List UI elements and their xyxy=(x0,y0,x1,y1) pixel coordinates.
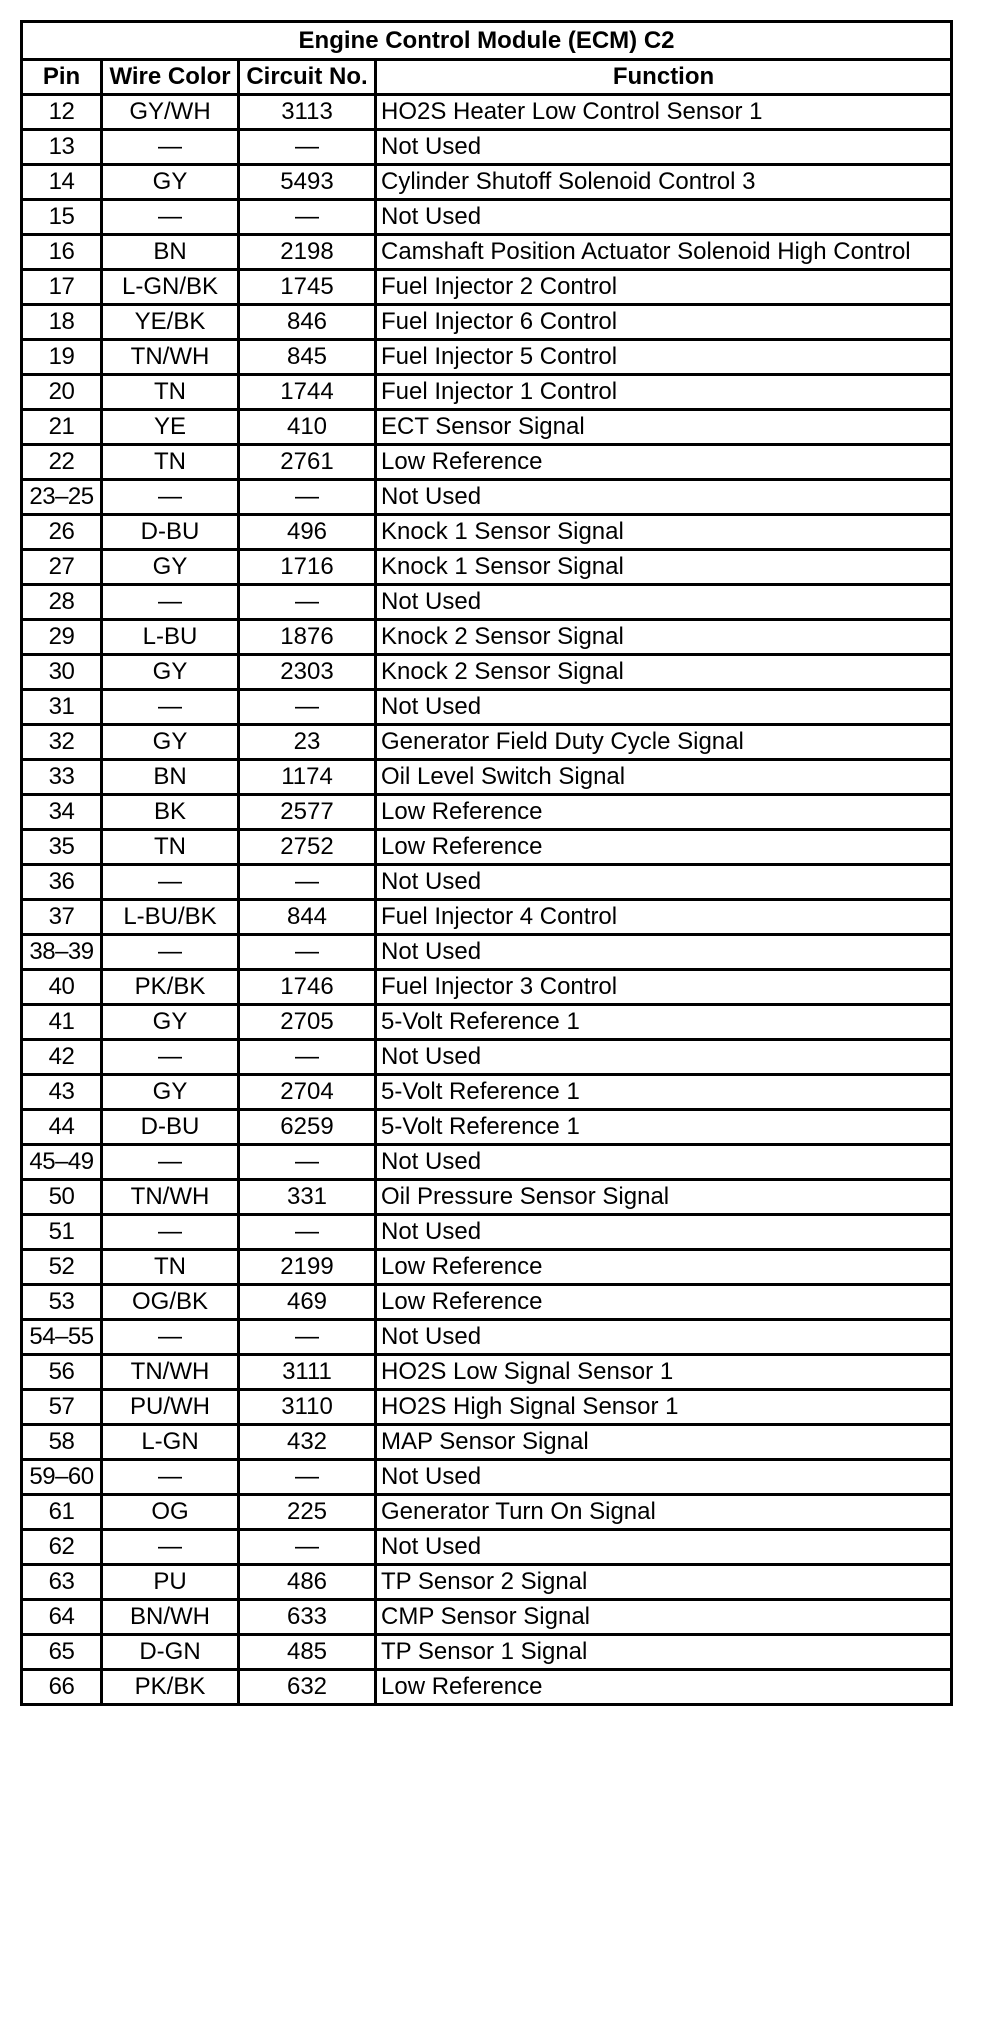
table-row xyxy=(22,165,952,200)
pin-cell: 59–60 xyxy=(22,1460,102,1495)
table-row xyxy=(22,480,952,515)
table-row xyxy=(22,1215,952,1250)
function-cell: Not Used xyxy=(376,200,952,235)
circuit-number-cell: 1745 xyxy=(239,270,376,305)
function-cell: Not Used xyxy=(376,1530,952,1565)
wire-color-cell: TN xyxy=(102,1250,239,1285)
table-row xyxy=(22,1145,952,1180)
circuit-number-cell: — xyxy=(239,690,376,725)
pin-cell: 21 xyxy=(22,410,102,445)
circuit-number-cell: 3110 xyxy=(239,1390,376,1425)
wire-color-cell: GY xyxy=(102,550,239,585)
table-row xyxy=(22,1250,952,1285)
circuit-number-cell: 6259 xyxy=(239,1110,376,1145)
table-row xyxy=(22,1565,952,1600)
function-cell: ECT Sensor Signal xyxy=(376,410,952,445)
function-cell: HO2S High Signal Sensor 1 xyxy=(376,1390,952,1425)
table-row xyxy=(22,200,952,235)
table-row xyxy=(22,1355,952,1390)
circuit-number-cell: — xyxy=(239,480,376,515)
table-row xyxy=(22,130,952,165)
table-row xyxy=(22,760,952,795)
circuit-number-cell: 2577 xyxy=(239,795,376,830)
wire-color-cell: PU xyxy=(102,1565,239,1600)
wire-color-cell: GY/WH xyxy=(102,95,239,130)
function-cell: Not Used xyxy=(376,1040,952,1075)
pin-cell: 41 xyxy=(22,1005,102,1040)
pin-cell: 26 xyxy=(22,515,102,550)
circuit-number-cell: 432 xyxy=(239,1425,376,1460)
wire-color-cell: — xyxy=(102,480,239,515)
table-row xyxy=(22,1670,952,1705)
pin-cell: 42 xyxy=(22,1040,102,1075)
wire-color-cell: BN/WH xyxy=(102,1600,239,1635)
pin-cell: 16 xyxy=(22,235,102,270)
pin-cell: 45–49 xyxy=(22,1145,102,1180)
table-row xyxy=(22,620,952,655)
circuit-number-cell: 2761 xyxy=(239,445,376,480)
function-cell: Not Used xyxy=(376,935,952,970)
circuit-number-cell: 3111 xyxy=(239,1355,376,1390)
pin-cell: 65 xyxy=(22,1635,102,1670)
wire-color-cell: PU/WH xyxy=(102,1390,239,1425)
circuit-number-cell: — xyxy=(239,1320,376,1355)
circuit-number-cell: 23 xyxy=(239,725,376,760)
pin-cell: 31 xyxy=(22,690,102,725)
table-row xyxy=(22,1530,952,1565)
function-cell: Low Reference xyxy=(376,1250,952,1285)
pin-cell: 58 xyxy=(22,1425,102,1460)
circuit-number-cell: — xyxy=(239,130,376,165)
table-body xyxy=(22,95,952,1705)
wire-color-cell: D-BU xyxy=(102,515,239,550)
pin-cell: 63 xyxy=(22,1565,102,1600)
wire-color-cell: — xyxy=(102,865,239,900)
function-cell: Oil Pressure Sensor Signal xyxy=(376,1180,952,1215)
table-row xyxy=(22,235,952,270)
wire-color-cell: L-BU/BK xyxy=(102,900,239,935)
function-cell: Low Reference xyxy=(376,830,952,865)
pin-cell: 50 xyxy=(22,1180,102,1215)
pin-cell: 61 xyxy=(22,1495,102,1530)
wire-color-cell: BN xyxy=(102,235,239,270)
wire-color-cell: L-GN xyxy=(102,1425,239,1460)
circuit-number-cell: 2704 xyxy=(239,1075,376,1110)
pin-cell: 32 xyxy=(22,725,102,760)
wire-color-cell: GY xyxy=(102,655,239,690)
function-cell: TP Sensor 1 Signal xyxy=(376,1635,952,1670)
pin-cell: 51 xyxy=(22,1215,102,1250)
wire-color-cell: — xyxy=(102,130,239,165)
circuit-number-cell: 1876 xyxy=(239,620,376,655)
pin-cell: 64 xyxy=(22,1600,102,1635)
wire-color-cell: — xyxy=(102,1320,239,1355)
table-row xyxy=(22,1425,952,1460)
function-cell: Low Reference xyxy=(376,1285,952,1320)
circuit-number-cell: 846 xyxy=(239,305,376,340)
function-cell: Knock 2 Sensor Signal xyxy=(376,620,952,655)
wire-color-cell: OG/BK xyxy=(102,1285,239,1320)
wire-color-cell: GY xyxy=(102,1075,239,1110)
table-row xyxy=(22,1110,952,1145)
table-header-row xyxy=(22,60,952,95)
wire-color-cell: PK/BK xyxy=(102,970,239,1005)
circuit-number-cell: — xyxy=(239,1040,376,1075)
wire-color-cell: L-GN/BK xyxy=(102,270,239,305)
function-cell: Fuel Injector 3 Control xyxy=(376,970,952,1005)
circuit-number-cell: — xyxy=(239,935,376,970)
wire-color-cell: L-BU xyxy=(102,620,239,655)
circuit-number-cell: 469 xyxy=(239,1285,376,1320)
wire-color-cell: GY xyxy=(102,165,239,200)
function-cell: 5-Volt Reference 1 xyxy=(376,1110,952,1145)
pin-cell: 44 xyxy=(22,1110,102,1145)
pin-cell: 19 xyxy=(22,340,102,375)
wire-color-cell: D-BU xyxy=(102,1110,239,1145)
pin-cell: 43 xyxy=(22,1075,102,1110)
wire-color-cell: — xyxy=(102,1460,239,1495)
circuit-number-cell: 1716 xyxy=(239,550,376,585)
table-row xyxy=(22,305,952,340)
pin-cell: 12 xyxy=(22,95,102,130)
function-cell: Not Used xyxy=(376,480,952,515)
circuit-number-cell: — xyxy=(239,865,376,900)
circuit-number-cell: 844 xyxy=(239,900,376,935)
table-row xyxy=(22,690,952,725)
function-cell: Not Used xyxy=(376,1320,952,1355)
function-cell: Fuel Injector 2 Control xyxy=(376,270,952,305)
circuit-number-cell: 1744 xyxy=(239,375,376,410)
pin-cell: 54–55 xyxy=(22,1320,102,1355)
wire-color-cell: — xyxy=(102,1040,239,1075)
wire-color-cell: D-GN xyxy=(102,1635,239,1670)
wire-color-cell: — xyxy=(102,1530,239,1565)
circuit-number-cell: 485 xyxy=(239,1635,376,1670)
table-row xyxy=(22,375,952,410)
table-row xyxy=(22,340,952,375)
circuit-number-cell: — xyxy=(239,200,376,235)
function-cell: Knock 1 Sensor Signal xyxy=(376,550,952,585)
function-cell: Fuel Injector 5 Control xyxy=(376,340,952,375)
function-cell: Not Used xyxy=(376,1145,952,1180)
function-cell: Not Used xyxy=(376,1215,952,1250)
table-row xyxy=(22,585,952,620)
wire-color-cell: — xyxy=(102,585,239,620)
wire-color-cell: TN xyxy=(102,375,239,410)
function-cell: Camshaft Position Actuator Solenoid High Control xyxy=(376,235,952,270)
pin-cell: 52 xyxy=(22,1250,102,1285)
table-row xyxy=(22,270,952,305)
circuit-number-cell: — xyxy=(239,1460,376,1495)
header-function: Function xyxy=(376,60,952,95)
pin-cell: 40 xyxy=(22,970,102,1005)
table-row xyxy=(22,1495,952,1530)
pin-cell: 17 xyxy=(22,270,102,305)
function-cell: Generator Field Duty Cycle Signal xyxy=(376,725,952,760)
pin-cell: 22 xyxy=(22,445,102,480)
function-cell: HO2S Heater Low Control Sensor 1 xyxy=(376,95,952,130)
pin-cell: 23–25 xyxy=(22,480,102,515)
pin-cell: 29 xyxy=(22,620,102,655)
pin-cell: 20 xyxy=(22,375,102,410)
function-cell: MAP Sensor Signal xyxy=(376,1425,952,1460)
table-title: Engine Control Module (ECM) C2 xyxy=(22,22,952,60)
table-row xyxy=(22,1180,952,1215)
table-row xyxy=(22,795,952,830)
function-cell: HO2S Low Signal Sensor 1 xyxy=(376,1355,952,1390)
wire-color-cell: YE/BK xyxy=(102,305,239,340)
circuit-number-cell: 633 xyxy=(239,1600,376,1635)
header-wire-color: Wire Color xyxy=(102,60,239,95)
table-row xyxy=(22,935,952,970)
circuit-number-cell: 3113 xyxy=(239,95,376,130)
table-row xyxy=(22,970,952,1005)
function-cell: Fuel Injector 4 Control xyxy=(376,900,952,935)
circuit-number-cell: 5493 xyxy=(239,165,376,200)
wire-color-cell: TN xyxy=(102,830,239,865)
pin-cell: 28 xyxy=(22,585,102,620)
function-cell: Not Used xyxy=(376,690,952,725)
pin-cell: 18 xyxy=(22,305,102,340)
table-row xyxy=(22,900,952,935)
circuit-number-cell: 2199 xyxy=(239,1250,376,1285)
function-cell: Not Used xyxy=(376,1460,952,1495)
table-row xyxy=(22,410,952,445)
function-cell: Not Used xyxy=(376,130,952,165)
pin-cell: 35 xyxy=(22,830,102,865)
wire-color-cell: TN xyxy=(102,445,239,480)
pin-cell: 34 xyxy=(22,795,102,830)
pin-cell: 33 xyxy=(22,760,102,795)
wire-color-cell: BK xyxy=(102,795,239,830)
pin-cell: 30 xyxy=(22,655,102,690)
ecm-pinout-table xyxy=(20,20,953,1706)
circuit-number-cell: 2303 xyxy=(239,655,376,690)
circuit-number-cell: — xyxy=(239,1145,376,1180)
function-cell: Low Reference xyxy=(376,795,952,830)
wire-color-cell: BN xyxy=(102,760,239,795)
wire-color-cell: GY xyxy=(102,1005,239,1040)
pin-cell: 14 xyxy=(22,165,102,200)
ecm-connector-sheet xyxy=(20,20,950,1706)
pin-cell: 36 xyxy=(22,865,102,900)
table-row xyxy=(22,550,952,585)
circuit-number-cell: — xyxy=(239,1530,376,1565)
wire-color-cell: TN/WH xyxy=(102,1180,239,1215)
wire-color-cell: TN/WH xyxy=(102,1355,239,1390)
pin-cell: 38–39 xyxy=(22,935,102,970)
table-row xyxy=(22,1285,952,1320)
pin-cell: 62 xyxy=(22,1530,102,1565)
function-cell: Not Used xyxy=(376,585,952,620)
function-cell: Generator Turn On Signal xyxy=(376,1495,952,1530)
header-circuit-number: Circuit No. xyxy=(239,60,376,95)
pin-cell: 57 xyxy=(22,1390,102,1425)
function-cell: 5-Volt Reference 1 xyxy=(376,1005,952,1040)
pin-cell: 37 xyxy=(22,900,102,935)
function-cell: Knock 2 Sensor Signal xyxy=(376,655,952,690)
table-row xyxy=(22,1390,952,1425)
wire-color-cell: TN/WH xyxy=(102,340,239,375)
circuit-number-cell: 2705 xyxy=(239,1005,376,1040)
wire-color-cell: OG xyxy=(102,1495,239,1530)
table-row xyxy=(22,1635,952,1670)
table-row xyxy=(22,1600,952,1635)
circuit-number-cell: 845 xyxy=(239,340,376,375)
function-cell: Low Reference xyxy=(376,445,952,480)
table-row xyxy=(22,445,952,480)
table-row xyxy=(22,1460,952,1495)
function-cell: Cylinder Shutoff Solenoid Control 3 xyxy=(376,165,952,200)
table-row xyxy=(22,95,952,130)
function-cell: Fuel Injector 6 Control xyxy=(376,305,952,340)
circuit-number-cell: 225 xyxy=(239,1495,376,1530)
header-pin: Pin xyxy=(22,60,102,95)
table-row xyxy=(22,865,952,900)
function-cell: Knock 1 Sensor Signal xyxy=(376,515,952,550)
table-row xyxy=(22,515,952,550)
pin-cell: 56 xyxy=(22,1355,102,1390)
wire-color-cell: — xyxy=(102,935,239,970)
table-title-row xyxy=(22,22,952,60)
pin-cell: 15 xyxy=(22,200,102,235)
function-cell: Not Used xyxy=(376,865,952,900)
table-row xyxy=(22,1005,952,1040)
wire-color-cell: — xyxy=(102,690,239,725)
function-cell: Fuel Injector 1 Control xyxy=(376,375,952,410)
table-row xyxy=(22,1075,952,1110)
pin-cell: 27 xyxy=(22,550,102,585)
circuit-number-cell: 2752 xyxy=(239,830,376,865)
circuit-number-cell: 2198 xyxy=(239,235,376,270)
wire-color-cell: YE xyxy=(102,410,239,445)
wire-color-cell: GY xyxy=(102,725,239,760)
table-row xyxy=(22,1040,952,1075)
table-row xyxy=(22,655,952,690)
circuit-number-cell: 1746 xyxy=(239,970,376,1005)
wire-color-cell: — xyxy=(102,1215,239,1250)
circuit-number-cell: 496 xyxy=(239,515,376,550)
circuit-number-cell: 410 xyxy=(239,410,376,445)
circuit-number-cell: — xyxy=(239,1215,376,1250)
wire-color-cell: — xyxy=(102,1145,239,1180)
circuit-number-cell: 486 xyxy=(239,1565,376,1600)
wire-color-cell: — xyxy=(102,200,239,235)
wire-color-cell: PK/BK xyxy=(102,1670,239,1705)
function-cell: Oil Level Switch Signal xyxy=(376,760,952,795)
table-row xyxy=(22,1320,952,1355)
pin-cell: 66 xyxy=(22,1670,102,1705)
circuit-number-cell: 632 xyxy=(239,1670,376,1705)
function-cell: CMP Sensor Signal xyxy=(376,1600,952,1635)
pin-cell: 53 xyxy=(22,1285,102,1320)
function-cell: 5-Volt Reference 1 xyxy=(376,1075,952,1110)
circuit-number-cell: — xyxy=(239,585,376,620)
table-row xyxy=(22,830,952,865)
table-row xyxy=(22,725,952,760)
pin-cell: 13 xyxy=(22,130,102,165)
circuit-number-cell: 331 xyxy=(239,1180,376,1215)
function-cell: TP Sensor 2 Signal xyxy=(376,1565,952,1600)
circuit-number-cell: 1174 xyxy=(239,760,376,795)
function-cell: Low Reference xyxy=(376,1670,952,1705)
